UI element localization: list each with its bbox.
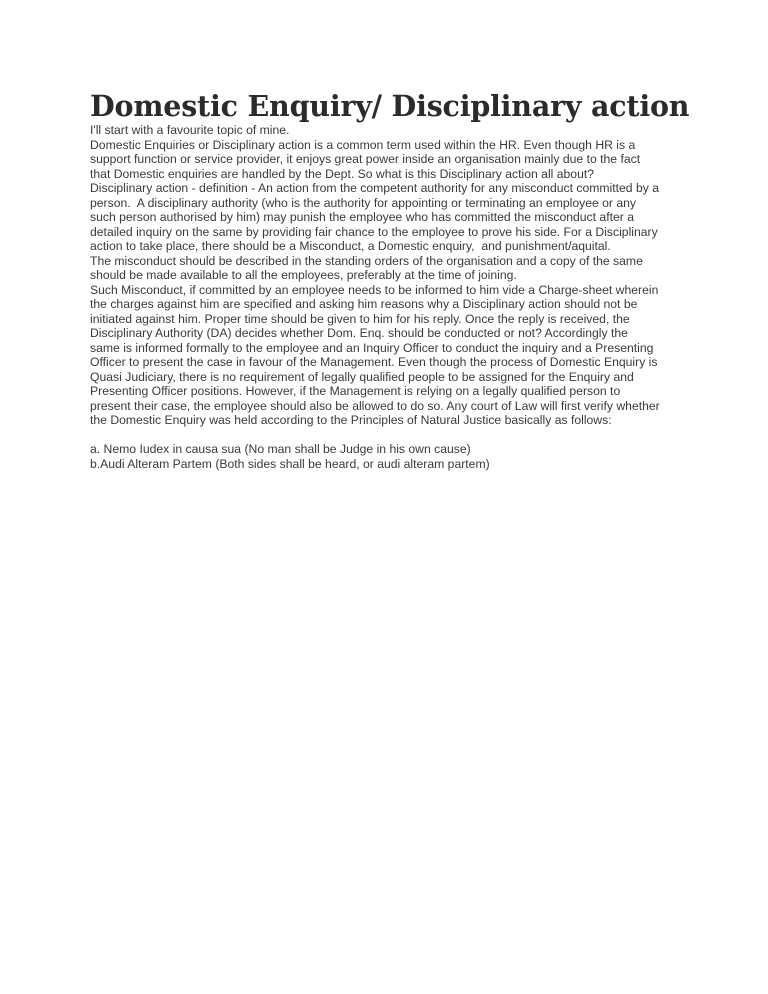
body-line: detailed inquiry on the same by providing fair chance to the employee to prove his side. For a Disciplinary bbox=[90, 224, 658, 239]
body-line: person. A disciplinary authority (who is the authority for appointing or terminating an employee or any bbox=[90, 195, 637, 210]
body-line: such person authorised by him) may punish the employee who has committed the misconduct after a bbox=[90, 210, 634, 224]
body-line: initiated against him. Proper time should be given to him for his reply. Once the reply is received, the bbox=[90, 311, 630, 326]
body-line: Domestic Enquiries or Disciplinary action is a common term used within the HR. Even though HR is a bbox=[90, 137, 636, 152]
body-line: support function or service provider, it enjoys great power inside an organisation mainly due to the fact bbox=[90, 152, 641, 166]
body-line: present their case, the employee should also be allowed to do so. Any court of Law will first verify whether bbox=[90, 398, 660, 413]
body-line: Such Misconduct, if committed by an employee needs to be informed to him vide a Charge-sheet wherein bbox=[90, 282, 659, 297]
paragraph-spacer bbox=[90, 428, 690, 443]
principle-item: a. Nemo Iudex in causa sua (No man shall be Judge in his own cause) bbox=[90, 442, 471, 456]
body-line: Presenting Officer positions. However, if the Management is relying on a legally qualified person to bbox=[90, 384, 621, 398]
body-line: action to take place, there should be a Misconduct, a Domestic enquiry, and punishment/aquital. bbox=[90, 239, 611, 253]
body-line: should be made available to all the employees, preferably at the time of joining. bbox=[90, 268, 517, 282]
body-line: Disciplinary action - definition - An action from the competent authority for any misconduct committed by a bbox=[90, 181, 660, 195]
body-line: the Domestic Enquiry was held according to the Principles of Natural Justice basically as follows: bbox=[90, 413, 612, 427]
body-line: the charges against him are specified and asking him reasons why a Disciplinary action should not be bbox=[90, 297, 638, 311]
body-line: Disciplinary Authority (DA) decides whether Dom. Enq. should be conducted or not? Accordingly the bbox=[90, 326, 628, 340]
body-line: that Domestic enquiries are handled by the Dept. So what is this Disciplinary action all about? bbox=[90, 166, 595, 181]
body-line: Quasi Judiciary, there is no requirement of legally qualified people to be assigned for the Enquiry and bbox=[90, 369, 634, 384]
principle-item: b.Audi Alteram Partem (Both sides shall be heard, or audi alteram partem) bbox=[90, 456, 490, 471]
body-line: Officer to present the case in favour of the Management. Even though the process of Domestic Enquiry is bbox=[90, 355, 658, 369]
document-title: Domestic Enquiry/ Disciplinary action bbox=[90, 89, 690, 123]
document-body bbox=[90, 123, 690, 471]
body-line: I'll start with a favourite topic of mine. bbox=[90, 123, 290, 137]
body-line: same is informed formally to the employee and an Inquiry Officer to conduct the inquiry and a Presenting bbox=[90, 340, 654, 355]
body-line: The misconduct should be described in the standing orders of the organisation and a copy of the same bbox=[90, 253, 643, 268]
